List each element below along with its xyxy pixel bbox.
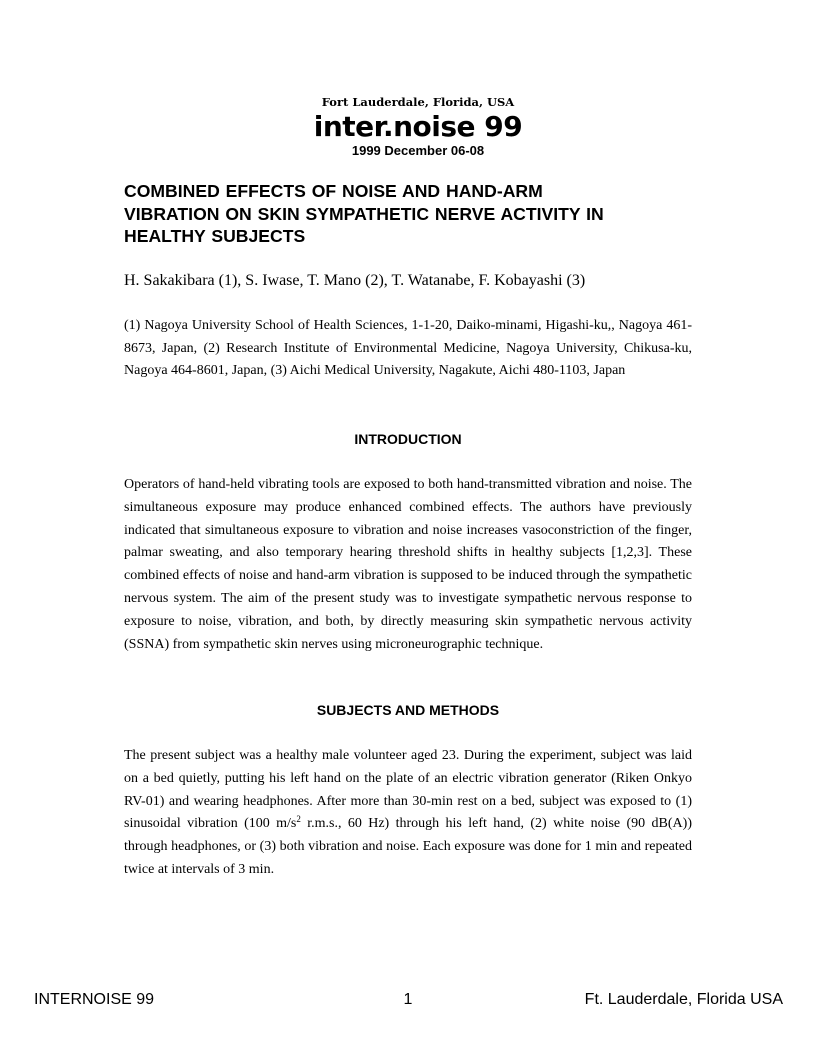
methods-text-part1: The present subject was a healthy male volunteer aged 23. During the experiment, subject was laid on a bed quietly, putting his left hand on the plate of an electric vibration generator (Riken Onkyo RV-01) and wearing headphones. After more than 30-min rest on a bed, subject was exposed to (1) sinusoidal vibration (100 m/s <box>124 748 692 832</box>
conference-dates: 1999 December 06-08 <box>351 143 485 158</box>
methods-heading: SUBJECTS AND METHODS <box>316 702 500 718</box>
author-list: H. Sakakibara (1), S. Iwase, T. Mano (2), T. Watanabe, F. Kobayashi (3) <box>124 272 586 289</box>
footer-conference: INTERNOISE 99 <box>34 991 155 1008</box>
introduction-heading: INTRODUCTION <box>354 431 462 447</box>
conference-location: Fort Lauderdale, Florida, USA <box>321 95 515 109</box>
methods-text-part2: r.m.s., 60 Hz) through his left hand, (2) white noise (90 dB(A)) through headphones, or (3) both vibration and noise. Each exposure was done for 1 min and repeated twice at intervals of 3 min. <box>124 816 692 877</box>
methods-paragraph <box>124 745 692 882</box>
paper-title: COMBINED EFFECTS OF NOISE AND HAND-ARM VIBRATION ON SKIN SYMPATHETIC NERVE ACTIVITY IN HEALTHY SUBJECTS <box>124 181 604 246</box>
superscript-exponent: 2 <box>296 814 301 825</box>
conference-logo: inter.noise 99 <box>313 110 523 143</box>
footer-location: Ft. Lauderdale, Florida USA <box>584 991 783 1008</box>
page-number: 1 <box>403 991 413 1008</box>
introduction-paragraph: Operators of hand-held vibrating tools are exposed to both hand-transmitted vibration and noise. The simultaneous exposure may produce enhanced combined effects. The authors have previously indicated that simultaneous exposure to vibration and noise increases vasoconstriction of the finger, palmar sweating, and also temporary hearing threshold shifts in healthy subjects [1,2,3]. These combined effects of noise and hand-arm vibration is supposed to be induced through the sympathetic nervous system. The aim of the present study was to investigate sympathetic nervous response to exposure to noise, vibration, and both, by directly measuring skin sympathetic nervous activity (SSNA) from sympathetic skin nerves using microneurographic technique. <box>124 477 692 652</box>
conference-header <box>0 94 816 158</box>
affiliations: (1) Nagoya University School of Health Sciences, 1-1-20, Daiko-minami, Higashi-ku,, Nagoya 461-8673, Japan, (2) Research Institute of Environmental Medicine, Nagoya University, Chikusa-ku, Nagoya 464-8601, Japan, (3) Aichi Medical University, Nagakute, Aichi 480-1103, Japan <box>124 318 692 379</box>
